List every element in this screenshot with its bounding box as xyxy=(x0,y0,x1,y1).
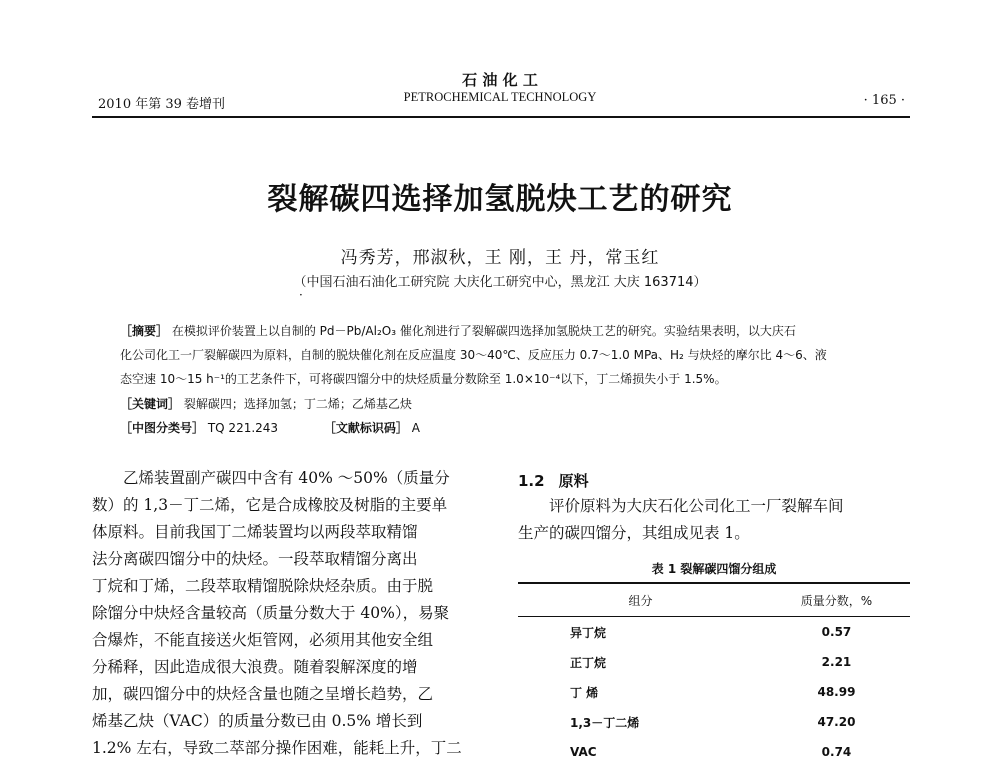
section-number: 1.2 xyxy=(518,472,545,490)
abstract-line-1 xyxy=(120,322,796,339)
issue-info: 2010 年第 39 卷增刊 xyxy=(98,97,226,112)
abstract-label: ［摘要］ xyxy=(120,324,169,338)
body-left-column xyxy=(92,465,492,762)
classification-code: TQ 221.243 xyxy=(207,421,279,435)
table-header-mass-fraction: 质量分数，% xyxy=(800,593,873,608)
component-name: VAC xyxy=(570,745,597,759)
body-line: 法分离碳四馏分中的炔烃。一段萃取精馏分离出 xyxy=(92,550,418,568)
body-line: 评价原料为大庆石化公司化工一厂裂解车间 xyxy=(518,497,844,515)
body-line: 烯基乙炔（VAC）的质量分数已由 0.5% 增长到 xyxy=(92,712,423,730)
body-line: 生产的碳四馏分，其组成见表 1。 xyxy=(518,524,750,542)
abstract-text-1: 在模拟评价装置上以自制的 Pd－Pb/Al₂O₃ 催化剂进行了裂解碳四选择加氢脱炔工艺的研究。实验结果表明，以大庆石 xyxy=(171,324,796,338)
section-title: 原料 xyxy=(558,472,589,490)
mass-fraction: 0.57 xyxy=(821,625,852,639)
journal-title-en: PETROCHEMICAL TECHNOLOGY xyxy=(403,90,597,104)
doc-code: A xyxy=(411,421,420,435)
body-line: 1.2% 左右，导致二萃部分操作困难，能耗上升，丁二 xyxy=(92,739,462,757)
table-header-component: 组分 xyxy=(628,593,653,608)
body-line: 体原料。目前我国丁二烯装置均以两段萃取精馏 xyxy=(92,523,418,541)
component-name: 正丁烷 xyxy=(570,655,607,670)
component-name: 丁 烯 xyxy=(570,685,599,700)
classification-label: ［中图分类号］ xyxy=(120,421,205,435)
article-title: 裂解碳四选择加氢脱炔工艺的研究 xyxy=(267,182,733,217)
table-row xyxy=(518,647,910,677)
mass-fraction: 47.20 xyxy=(817,715,856,729)
article-authors: 冯秀芳，邢淑秋，王 刚，王 丹，常玉红 xyxy=(340,248,660,268)
body-line: 加，碳四馏分中的炔烃含量也随之呈增长趋势，乙 xyxy=(92,685,434,703)
body-line: 丁烷和丁烯，二段萃取精馏脱除炔烃杂质。由于脱 xyxy=(92,577,434,595)
body-line: 乙烯装置副产碳四中含有 40% ～50%（质量分 xyxy=(92,469,450,487)
page-number: · 165 · xyxy=(863,93,905,108)
mass-fraction: 2.21 xyxy=(821,655,852,669)
body-line: 除馏分中炔烃含量较高（质量分数大于 40%），易聚 xyxy=(92,604,450,622)
abstract-line-2: 化公司化工一厂裂解碳四为原料，自制的脱炔催化剂在反应温度 30～40℃、反应压力 0.7～1.0 MPa、H₂ 与炔烃的摩尔比 4～6、液 xyxy=(120,348,827,362)
keywords-label: ［关键词］ xyxy=(120,397,181,411)
keywords-line xyxy=(120,395,412,412)
table-caption: 表 1 裂解碳四馏分组成 xyxy=(651,562,777,576)
doc-code-label: ［文献标识码］ xyxy=(323,421,408,435)
journal-title-cn: 石 油 化 工 xyxy=(462,71,538,89)
mass-fraction: 48.99 xyxy=(817,685,856,699)
abstract-line-3: 态空速 10～15 h⁻¹的工艺条件下，可将碳四馏分中的炔烃质量分数除至 1.0×10⁻⁴以下，丁二烯损失小于 1.5%。 xyxy=(120,372,727,386)
body-line: 分稀释，因此造成很大浪费。随着裂解深度的增 xyxy=(92,658,418,676)
composition-table xyxy=(518,582,910,767)
keywords-text: 裂解碳四；选择加氢；丁二烯；乙烯基乙炔 xyxy=(183,397,412,411)
body-line: 数）的 1,3－丁二烯，它是合成橡胶及树脂的主要单 xyxy=(92,496,448,514)
table-row xyxy=(518,617,910,648)
classification-line xyxy=(120,419,420,436)
table-header-row xyxy=(518,583,910,617)
stray-dot: · xyxy=(299,288,303,302)
body-right-column xyxy=(518,493,918,547)
table-row xyxy=(518,707,910,737)
component-name: 异丁烷 xyxy=(570,625,607,640)
mass-fraction: 0.74 xyxy=(821,745,852,759)
section-heading xyxy=(518,470,589,491)
table-row xyxy=(518,737,910,767)
body-line: 合爆炸，不能直接送火炬管网，必须用其他安全组 xyxy=(92,631,434,649)
header-rule xyxy=(92,116,910,118)
table-row xyxy=(518,677,910,707)
component-name: 1,3－丁二烯 xyxy=(570,715,640,730)
article-affiliation: （中国石油石油化工研究院 大庆化工研究中心，黑龙江 大庆 163714） xyxy=(293,275,707,290)
